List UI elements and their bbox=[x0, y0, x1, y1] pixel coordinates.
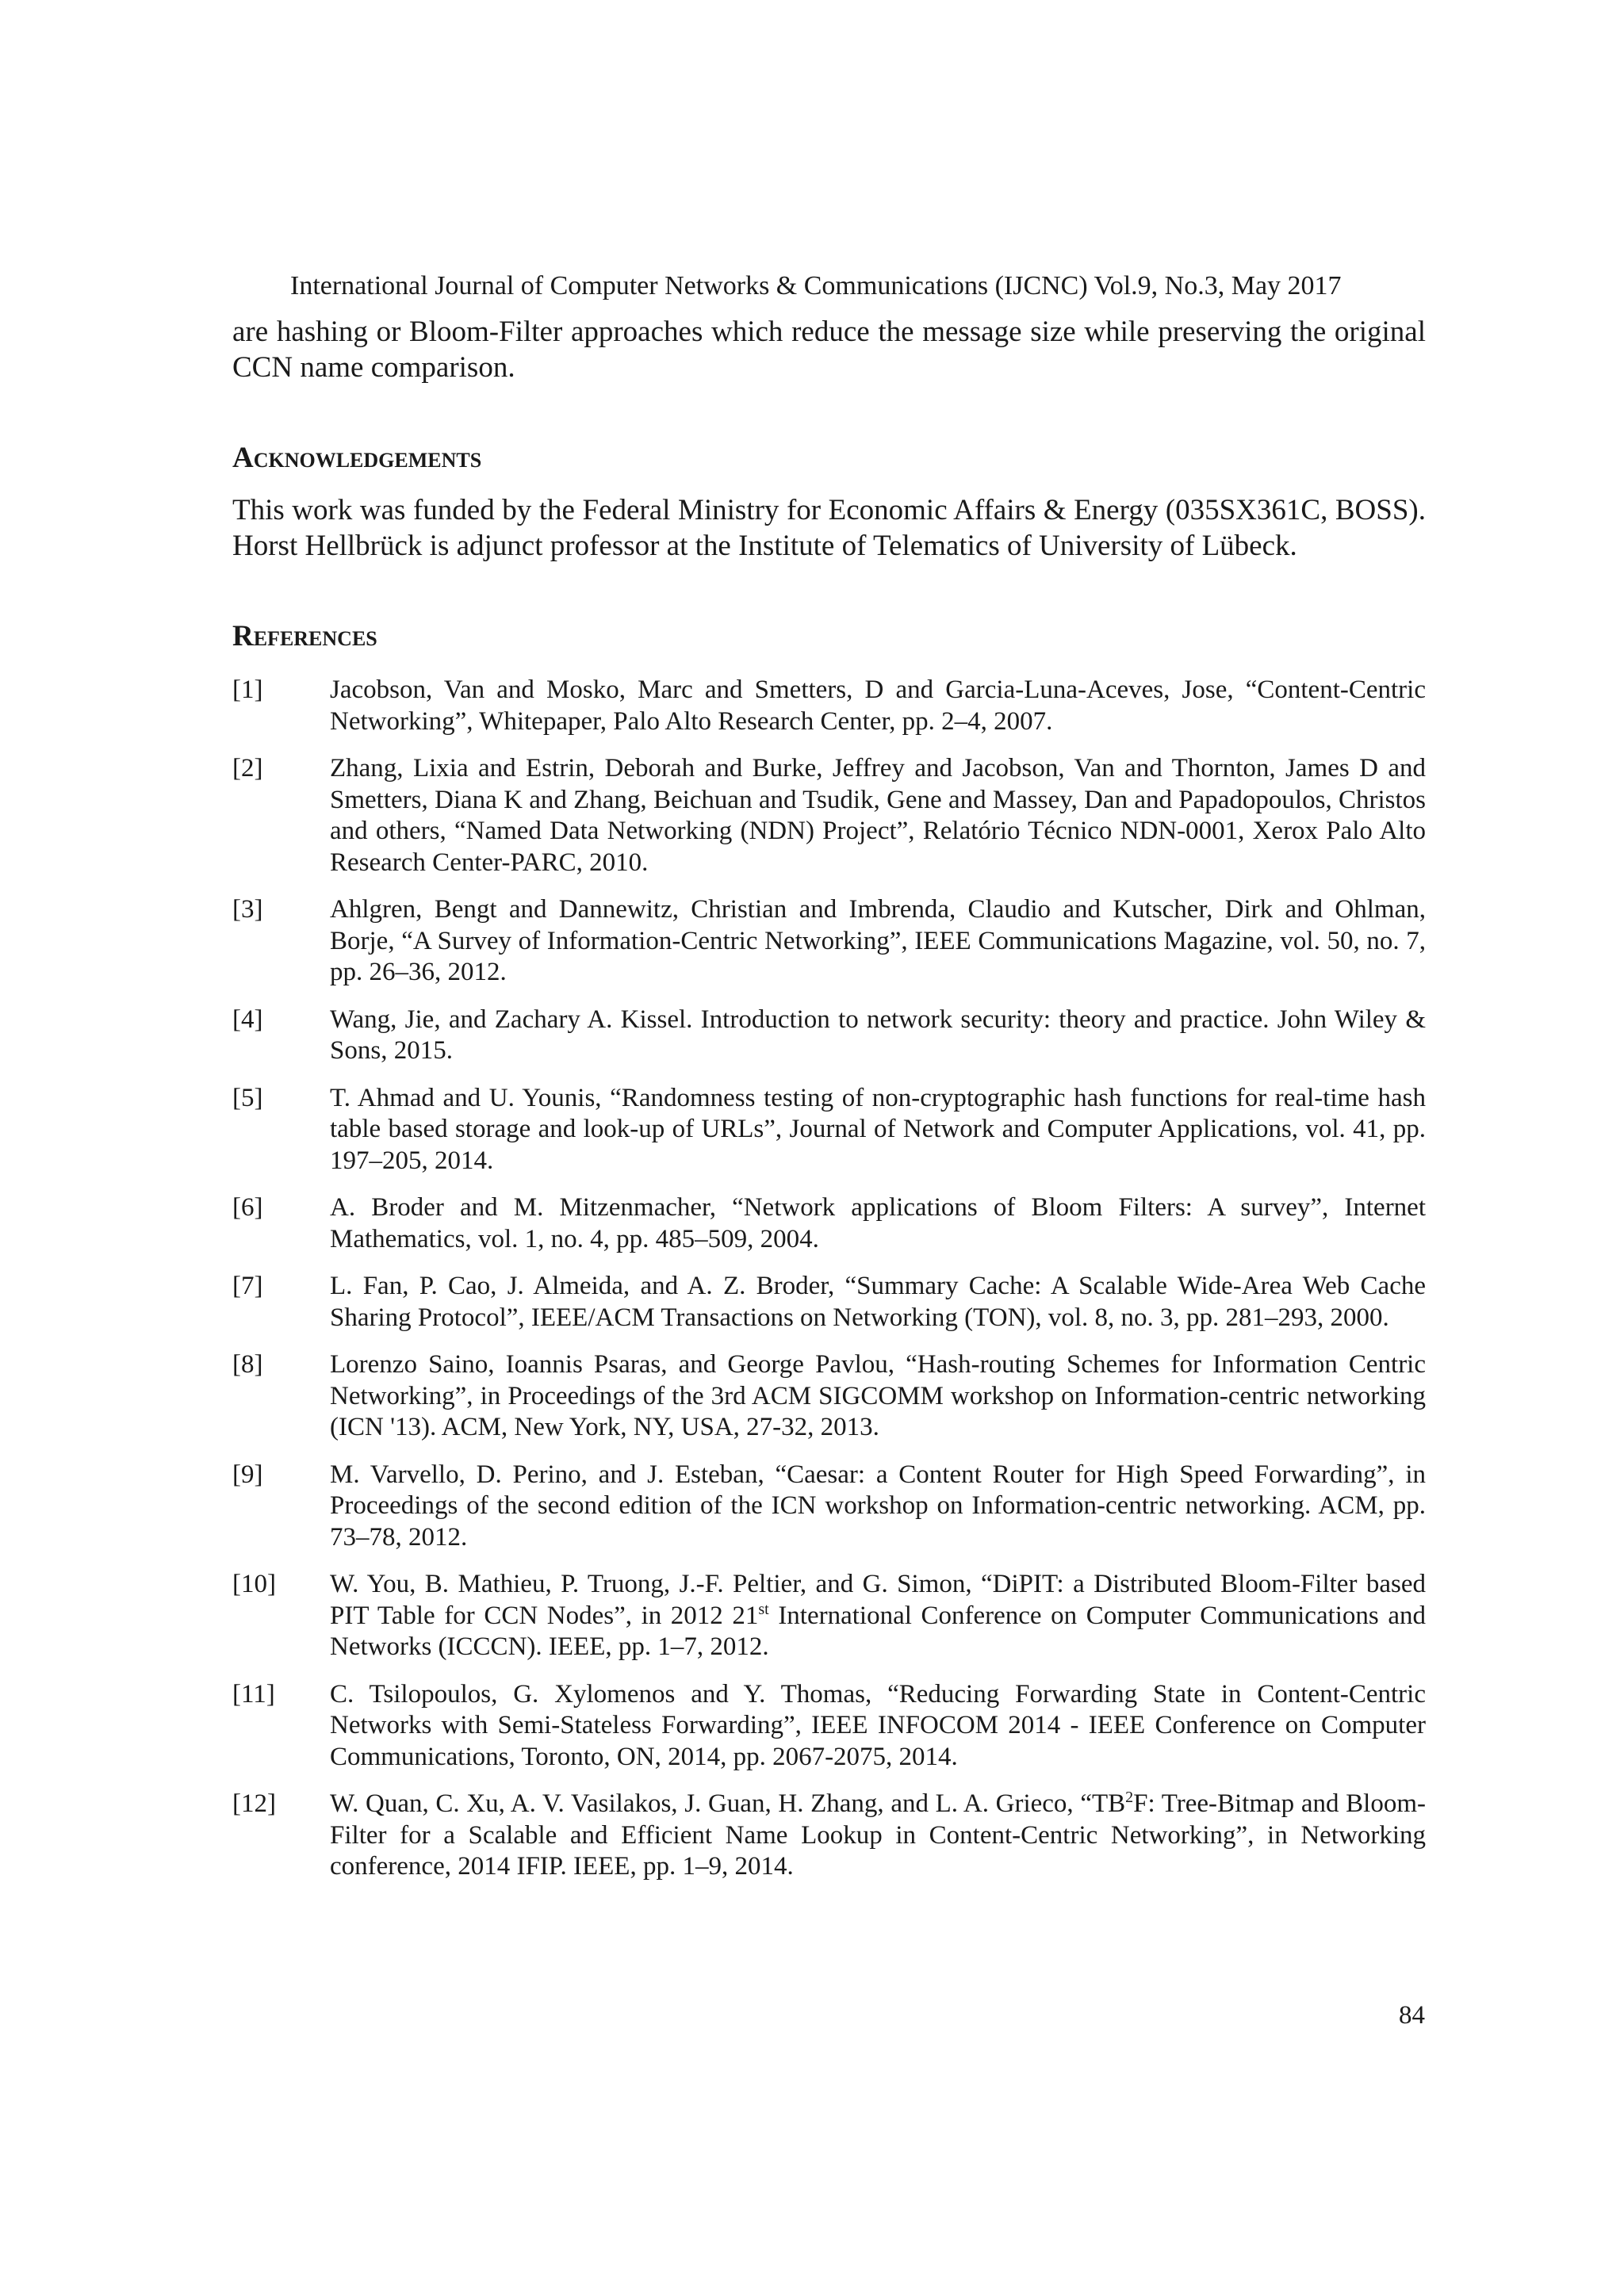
reference-number: [9] bbox=[232, 1460, 263, 1489]
reference-text bbox=[330, 1789, 1426, 1883]
reference-number: [3] bbox=[232, 895, 263, 924]
reference-item-5 bbox=[232, 1083, 1426, 1177]
reference-number: [12] bbox=[232, 1789, 276, 1818]
references-list bbox=[232, 675, 1426, 1883]
reference-number: [10] bbox=[232, 1570, 276, 1598]
reference-text: M. Varvello, D. Perino, and J. Esteban, “Caesar: a Content Router for High Speed Forwarding”, in Proceedings of the second edition of the ICN workshop on Information-centric networking. ACM, pp. 73–78, 2012. bbox=[330, 1460, 1426, 1552]
reference-number: [4] bbox=[232, 1004, 263, 1034]
ordinal-superscript: st bbox=[758, 1600, 769, 1618]
reference-text: Ahlgren, Bengt and Dannewitz, Christian and Imbrenda, Claudio and Kutscher, Dirk and Ohlman, Borje, “A Survey of Information-Centric Networking”, IEEE Communications Magazine, vol. 50, no. 7, pp. 26–36, 2012. bbox=[330, 895, 1426, 986]
reference-item-10 bbox=[232, 1569, 1426, 1663]
reference-item-2 bbox=[232, 753, 1426, 878]
reference-number: [1] bbox=[232, 675, 263, 704]
page-content bbox=[232, 314, 1426, 1899]
acknowledgements-heading: Acknowledgements bbox=[232, 442, 482, 474]
reference-item-6 bbox=[232, 1192, 1426, 1255]
reference-text: C. Tsilopoulos, G. Xylomenos and Y. Thomas, “Reducing Forwarding State in Content-Centric Networks with Semi-Stateless Forwarding”, IEEE INFOCOM 2014 - IEEE Conference on Computer Communications, Toronto, ON, 2014, pp. 2067-2075, 2014. bbox=[330, 1679, 1426, 1771]
reference-item-4 bbox=[232, 1004, 1426, 1067]
reference-text-part: W. You, B. Mathieu, P. Truong, J.-F. Peltier, and G. Simon, “DiPIT: a Distributed Bloom-Filter based PIT Table for CCN Nodes”, in 2012 21 bbox=[330, 1570, 1426, 1630]
reference-number: [2] bbox=[232, 754, 263, 783]
reference-item-1 bbox=[232, 675, 1426, 737]
reference-item-3 bbox=[232, 894, 1426, 989]
reference-number: [6] bbox=[232, 1193, 263, 1222]
reference-number: [8] bbox=[232, 1350, 263, 1379]
reference-text: L. Fan, P. Cao, J. Almeida, and A. Z. Broder, “Summary Cache: A Scalable Wide-Area Web Cache Sharing Protocol”, IEEE/ACM Transactions on Networking (TON), vol. 8, no. 3, pp. 281–293, 2000. bbox=[330, 1272, 1426, 1332]
reference-item-9 bbox=[232, 1460, 1426, 1554]
reference-text: Lorenzo Saino, Ioannis Psaras, and George Pavlou, “Hash-routing Schemes for Information Centric Networking”, in Proceedings of the 3rd ACM SIGCOMM workshop on Information-centric networking (ICN '13). ACM, New York, NY, USA, 27-32, 2013. bbox=[330, 1350, 1426, 1441]
reference-text-part: F: Tree-Bitmap and Bloom-Filter for a Scalable and Efficient Name Lookup in Content-Centric Networking”, in Networking conference, 2014 IFIP. IEEE, pp. 1–9, 2014. bbox=[330, 1789, 1426, 1881]
reference-text: Wang, Jie, and Zachary A. Kissel. Introduction to network security: theory and practice. John Wiley & Sons, 2015. bbox=[330, 1004, 1426, 1065]
exponent-superscript: 2 bbox=[1125, 1789, 1134, 1806]
reference-text: Jacobson, Van and Mosko, Marc and Smetters, D and Garcia-Luna-Aceves, Jose, “Content-Centric Networking”, Whitepaper, Palo Alto Research Center, pp. 2–4, 2007. bbox=[330, 675, 1426, 736]
reference-number: [11] bbox=[232, 1679, 275, 1709]
reference-item-12 bbox=[232, 1789, 1426, 1883]
running-header: International Journal of Computer Networks & Communications (IJCNC) Vol.9, No.3, May 2017 bbox=[290, 271, 1342, 300]
references-heading: References bbox=[232, 620, 377, 652]
acknowledgements-text: This work was funded by the Federal Ministry for Economic Affairs & Energy (035SX361C, BOSS). Horst Hellbrück is adjunct professor at the Institute of Telematics of University of Lübeck. bbox=[232, 494, 1426, 562]
reference-text: A. Broder and M. Mitzenmacher, “Network applications of Bloom Filters: A survey”, Internet Mathematics, vol. 1, no. 4, pp. 485–509, 2004. bbox=[330, 1193, 1426, 1253]
reference-item-8 bbox=[232, 1349, 1426, 1444]
reference-text bbox=[330, 1569, 1426, 1663]
reference-number: [5] bbox=[232, 1083, 263, 1112]
reference-item-7 bbox=[232, 1271, 1426, 1334]
page-number: 84 bbox=[1399, 2001, 1425, 2030]
intro-paragraph: are hashing or Bloom-Filter approaches which reduce the message size while preserving the original CCN name comparison. bbox=[232, 316, 1426, 384]
reference-number: [7] bbox=[232, 1272, 263, 1300]
reference-text: Zhang, Lixia and Estrin, Deborah and Burke, Jeffrey and Jacobson, Van and Thornton, James D and Smetters, Diana K and Zhang, Beichuan and Tsudik, Gene and Massey, Dan and Papadopoulos, Christos and others, “Named Data Networking (NDN) Project”, Relatório Técnico NDN-0001, Xerox Palo Alto Research Center-PARC, 2010. bbox=[330, 754, 1426, 877]
reference-item-11 bbox=[232, 1679, 1426, 1774]
reference-text-part: International Conference on Computer Communications and Networks (ICCCN). IEEE, pp. 1–7, 2012. bbox=[330, 1601, 1426, 1661]
reference-text: T. Ahmad and U. Younis, “Randomness testing of non-cryptographic hash functions for real-time hash table based storage and look-up of URLs”, Journal of Network and Computer Applications, vol. 41, pp. 197–205, 2014. bbox=[330, 1083, 1426, 1175]
reference-text-part: W. Quan, C. Xu, A. V. Vasilakos, J. Guan, H. Zhang, and L. A. Grieco, “TB bbox=[330, 1789, 1126, 1818]
